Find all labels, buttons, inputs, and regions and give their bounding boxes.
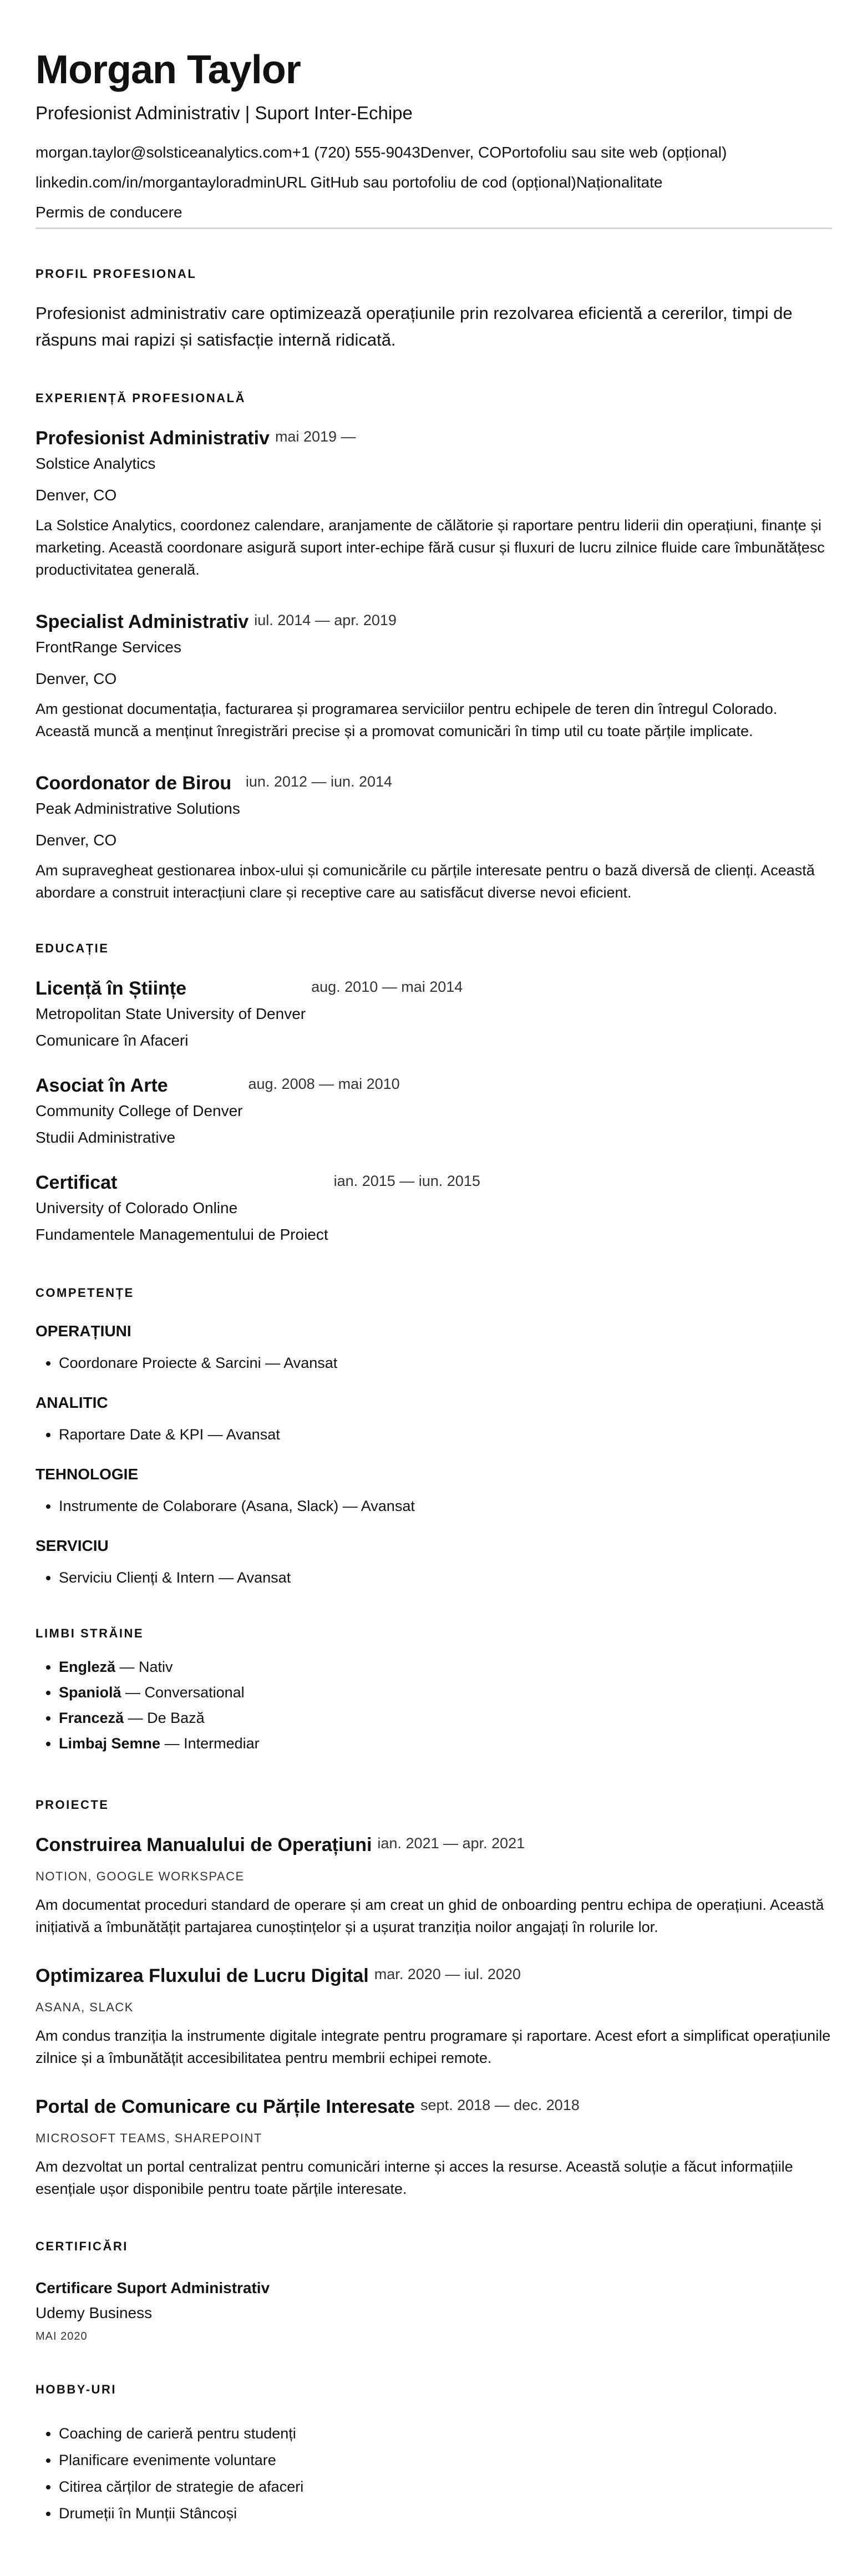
- certification-title: Certificare Suport Administrativ: [36, 2279, 270, 2296]
- contact-info: [36, 125, 832, 229]
- project-entry: [36, 2095, 832, 2200]
- profile-summary: Profesionist administrativ care optimizează operațiunile prin rezolvarea eficientă a cererilor, timpi de răspuns mai rapizi și satisfacție internă ridicată.: [36, 303, 793, 349]
- field-of-study: Fundamentele Managementului de Proiect: [36, 1226, 328, 1243]
- certification-issuer: Udemy Business: [36, 2304, 153, 2321]
- language-item: [59, 1731, 832, 1756]
- projects-section: [36, 1797, 832, 2200]
- education-dates: ian. 2015 — iun. 2015: [333, 1173, 480, 1189]
- project-entry: [36, 1964, 832, 2069]
- section-heading: COMPETENȚE: [36, 1286, 134, 1300]
- language-level: — Nativ: [115, 1659, 173, 1675]
- job-description: Am gestionat documentația, facturarea și programarea serviciilor pentru echipele de teren din întregul Colorado. Această muncă a menținut înregistrări precise și a promovat comunicări în timp util cu toate părțile implicate.: [36, 701, 778, 739]
- degree: Licență în Științe: [36, 978, 187, 999]
- experience-section: [36, 390, 832, 904]
- candidate-headline: Profesionist Administrativ | Suport Inter-Echipe: [36, 103, 413, 123]
- job-dates: iul. 2014 — apr. 2019: [254, 612, 397, 628]
- section-heading: PROIECTE: [36, 1798, 109, 1812]
- profile-section: [36, 266, 832, 353]
- job-dates: iun. 2012 — iun. 2014: [245, 773, 393, 790]
- skill-group: [36, 1463, 832, 1517]
- language-item: [59, 1705, 832, 1731]
- contact-linkedin[interactable]: linkedin.com/in/morgantayloradmin: [36, 174, 276, 191]
- project-tech: ASANA, SLACK: [36, 2000, 134, 2014]
- section-heading: EXPERIENȚĂ PROFESIONALĂ: [36, 391, 246, 405]
- section-heading: EDUCAȚIE: [36, 941, 109, 955]
- company: Solstice Analytics: [36, 455, 156, 472]
- job-title: Profesionist Administrativ: [36, 428, 270, 449]
- education-section: [36, 940, 832, 1248]
- skills-section: [36, 1285, 832, 1589]
- project-title: Construirea Manualului de Operațiuni: [36, 1834, 372, 1855]
- section-heading: LIMBI STRĂINE: [36, 1626, 144, 1640]
- hobby-item: • Planificare evenimente voluntare: [59, 2447, 832, 2473]
- degree: Asociat în Arte: [36, 1075, 168, 1096]
- education-entry: [36, 1170, 832, 1248]
- job-location: Denver, CO: [36, 831, 117, 849]
- skill-item: • Serviciu Clienți & Intern — Avansat: [59, 1566, 832, 1589]
- hobby-item: • Drumeții în Munții Stâncoși: [59, 2500, 832, 2527]
- project-description: Am documentat proceduri standard de operare și am creat un ghid de onboarding pentru echipa de operațiuni. Această inițiativă a îmbunătățit partajarea cunoștințelor și a ușurat tranziția noilor angajați în rolurile lor.: [36, 1896, 824, 1935]
- section-heading: CERTIFICĂRI: [36, 2239, 128, 2253]
- section-heading: HOBBY-URI: [36, 2382, 116, 2396]
- skill-group-name: ANALITIC: [36, 1394, 108, 1411]
- education-dates: aug. 2010 — mai 2014: [311, 978, 463, 995]
- language-item: [59, 1680, 832, 1705]
- language-name: Franceză: [59, 1710, 124, 1726]
- hobbies-section: [36, 2381, 832, 2527]
- contact-location: Denver, CO: [420, 144, 502, 161]
- institution: Metropolitan State University of Denver: [36, 1005, 306, 1022]
- project-title: Portal de Comunicare cu Părțile Interesate: [36, 2096, 415, 2117]
- job-description: Am supravegheat gestionarea inbox-ului și comunicările cu părțile interesate pentru o bază diversă de clienți. Această abordare a construit interacțiuni clare și receptive care au satisfăcut diverse nevoi eficient.: [36, 862, 815, 901]
- contact-driving-license: Permis de conducere: [36, 204, 182, 221]
- skill-group: [36, 1392, 832, 1446]
- language-name: Limbaj Semne: [59, 1735, 161, 1752]
- project-dates: sept. 2018 — dec. 2018: [420, 2097, 580, 2113]
- project-description: Am condus tranziția la instrumente digitale integrate pentru programare și raportare. Acest efort a simplificat operațiunile zilnice și a îmbunătățit accesibilitatea pentru membrii echipei remote.: [36, 2027, 831, 2066]
- languages-section: [36, 1625, 832, 1756]
- project-tech: MICROSOFT TEAMS, SHAREPOINT: [36, 2131, 262, 2145]
- job-title: Specialist Administrativ: [36, 611, 249, 632]
- skill-item: • Instrumente de Colaborare (Asana, Slack) — Avansat: [59, 1495, 832, 1517]
- certification-date: MAI 2020: [36, 2330, 88, 2342]
- contact-email[interactable]: morgan.taylor@solsticeanalytics.com: [36, 144, 292, 161]
- resume-header: [36, 48, 832, 229]
- field-of-study: Studii Administrative: [36, 1129, 176, 1146]
- education-entry: [36, 976, 832, 1054]
- experience-entry: [36, 426, 832, 581]
- skill-group: [36, 1320, 832, 1374]
- skill-group-name: TEHNOLOGIE: [36, 1466, 139, 1483]
- certifications-section: [36, 2238, 832, 2345]
- field-of-study: Comunicare în Afaceri: [36, 1032, 189, 1049]
- language-name: Spaniolă: [59, 1684, 121, 1701]
- hobby-item: • Citirea cărților de strategie de afaceri: [59, 2473, 832, 2500]
- skill-item: • Coordonare Proiecte & Sarcini — Avansat: [59, 1352, 832, 1374]
- language-level: — De Bază: [124, 1710, 205, 1726]
- skill-group: [36, 1535, 832, 1589]
- candidate-name: Morgan Taylor: [36, 48, 301, 92]
- job-title: Coordonator de Birou: [36, 773, 232, 794]
- language-level: — Intermediar: [160, 1735, 260, 1752]
- language-name: Engleză: [59, 1659, 116, 1675]
- job-description: La Solstice Analytics, coordonez calendare, aranjamente de călătorie și raportare pentru liderii din operațiuni, finanțe și marketing. Această coordonare asigură suport inter-echipe fără cusur și fluxuri de lucru zilnice fluide care îmbunătățesc productivitatea generală.: [36, 517, 825, 578]
- contact-nationality: Naționalitate: [576, 174, 663, 191]
- language-level: — Conversational: [121, 1684, 245, 1701]
- project-dates: ian. 2021 — apr. 2021: [377, 1835, 525, 1852]
- project-title: Optimizarea Fluxului de Lucru Digital: [36, 1965, 369, 1986]
- institution: University of Colorado Online: [36, 1199, 238, 1216]
- contact-phone[interactable]: +1 (720) 555-9043: [292, 144, 420, 161]
- experience-entry: [36, 771, 832, 904]
- project-dates: mar. 2020 — iul. 2020: [374, 1966, 521, 1982]
- education-entry: [36, 1073, 832, 1151]
- degree: Certificat: [36, 1172, 118, 1193]
- experience-entry: [36, 610, 832, 742]
- project-entry: [36, 1833, 832, 1938]
- contact-github[interactable]: URL GitHub sau portofoliu de cod (opțional): [275, 174, 576, 191]
- project-tech: NOTION, GOOGLE WORKSPACE: [36, 1869, 245, 1883]
- education-dates: aug. 2008 — mai 2010: [248, 1076, 400, 1092]
- skill-item: • Raportare Date & KPI — Avansat: [59, 1423, 832, 1446]
- section-heading: PROFIL PROFESIONAL: [36, 267, 197, 281]
- project-description: Am dezvoltat un portal centralizat pentru comunicări interne și acces la resurse. Această soluție a făcut informațiile esențiale ușor disponibile pentru toate părțile interesate.: [36, 2158, 793, 2197]
- job-location: Denver, CO: [36, 486, 117, 504]
- hobby-item: • Coaching de carieră pentru studenți: [59, 2420, 832, 2447]
- company: FrontRange Services: [36, 638, 182, 656]
- company: Peak Administrative Solutions: [36, 800, 240, 817]
- job-dates: mai 2019 —: [275, 428, 356, 445]
- skill-group-name: OPERAȚIUNI: [36, 1322, 131, 1340]
- institution: Community College of Denver: [36, 1102, 243, 1119]
- language-item: [59, 1654, 832, 1680]
- job-location: Denver, CO: [36, 670, 117, 687]
- skill-group-name: SERVICIU: [36, 1537, 109, 1554]
- contact-portfolio[interactable]: Portofoliu sau site web (opțional): [501, 144, 727, 161]
